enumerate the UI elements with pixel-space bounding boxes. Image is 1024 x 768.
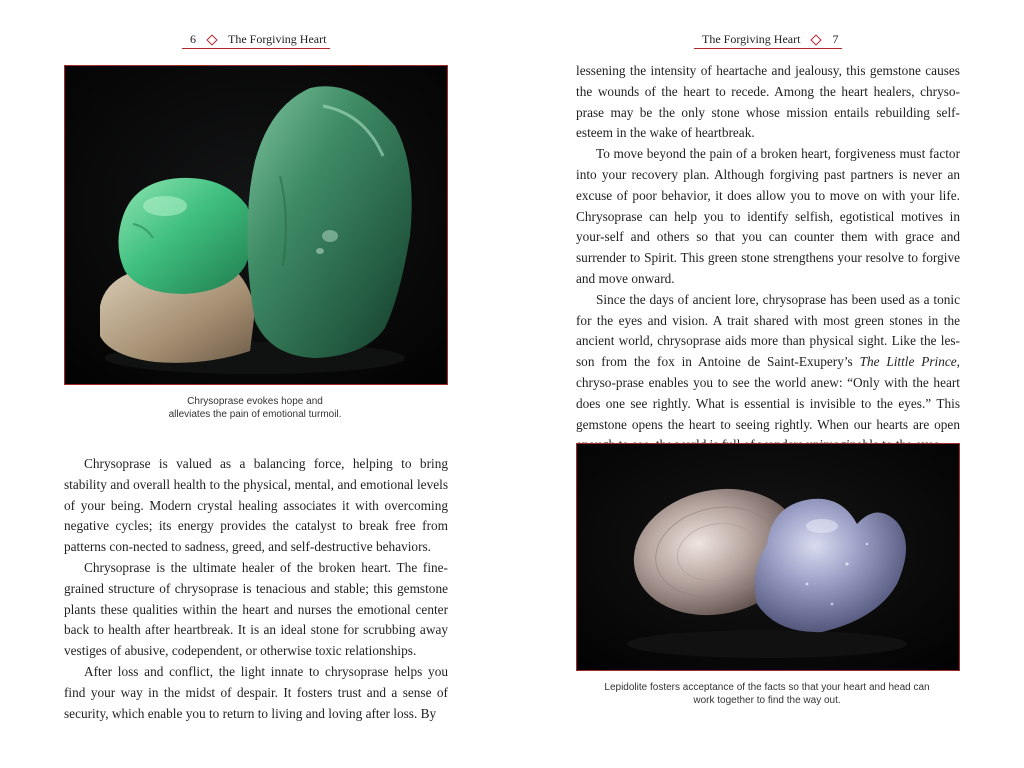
- paragraph: Chrysoprase is the ultimate healer of the broken heart. The fine-grained structure of chrysoprase is tenacious and stable; this gemstone plants these qualities within the heart and nurses the emotional center back to health after heartbreak. It is an ideal stone for scrubbing away vestiges of abusive, codependent, or otherwise toxic relationships.: [64, 559, 448, 659]
- paragraph: [576, 290, 960, 456]
- paragraph: lessening the intensity of heartache and jealousy, this gemstone causes the wounds of the heart to recede. Among the heart healers, chryso-prase may be the only stone whose mission entails rebuilding self-esteem in the wake of heartbreak.: [576, 63, 960, 141]
- chrysoprase-photo: [64, 65, 448, 385]
- book-title: The Little Prince,: [859, 354, 960, 370]
- paragraph: To move beyond the pain of a broken heart, forgiveness must factor into your recovery plan. Although forgiving past partners is never an excuse of poor behavior, it does allow you to move on with your life. Chrysoprase can help you to identify selfish, egotistical motives in your-self and others so that you can counter them with grace and surrender to Spirit. This green stone strengthens your resolve to forgive and move onward.: [576, 146, 960, 286]
- right-page: [512, 0, 1024, 768]
- chrysoprase-caption: [64, 395, 446, 421]
- lepidolite-stones-image: [577, 444, 959, 670]
- right-page-number: 7: [832, 32, 839, 46]
- right-header-rule: [694, 48, 842, 49]
- paragraph: Chrysoprase is valued as a balancing force, helping to bring stability and overall health to the physical, mental, and emotional levels of your being. Modern crystal healing associates it with overcoming negative cycles; its energy provides the catalyst to break free from patterns con-nected to sadness, greed, and self-destructive behaviors.: [64, 456, 448, 555]
- left-page-number: 6: [190, 32, 196, 46]
- paragraph: After loss and conflict, the light innate to chrysoprase helps you find your way in the midst of despair. It fosters trust and a sense of security, which enable you to return to living and loving after loss. By: [64, 663, 448, 721]
- lepidolite-caption: [576, 681, 958, 707]
- left-running-title: The Forgiving Heart: [228, 32, 327, 46]
- caption-line: alleviates the pain of emotional turmoil.: [168, 409, 342, 420]
- paragraph-text: Since the days of ancient lore, chrysoprase has been used as a tonic for the eyes and vision. A trait shared with most green stones in the ancient world, chrysoprase aids more than physical sight. Like the les-son from the fox in Antoine de Saint-Exupery’s: [576, 291, 960, 370]
- left-header-rule: [182, 48, 330, 49]
- right-running-head: [702, 32, 838, 47]
- left-running-head: [190, 32, 326, 47]
- caption-line: Lepidolite fosters acceptance of the facts so that your heart and head can: [604, 682, 930, 693]
- right-body-text: [576, 61, 960, 456]
- lepidolite-photo: [576, 443, 960, 671]
- caption-line: Chrysoprase evokes hope and: [187, 396, 323, 407]
- diamond-ornament-icon: [811, 34, 822, 45]
- left-body-text: [64, 454, 448, 724]
- diamond-ornament-icon: [206, 34, 217, 45]
- paragraph-text: chryso-prase enables you to see the world anew: “Only with the heart does one see rightly. What is essential is invisible to the eyes.” This gemstone opens the heart to seeing rightly. When our hearts are open: [576, 374, 960, 432]
- caption-line: work together to find the way out.: [693, 695, 841, 706]
- right-running-title: The Forgiving Heart: [702, 32, 801, 46]
- chrysoprase-stones-image: [65, 66, 447, 384]
